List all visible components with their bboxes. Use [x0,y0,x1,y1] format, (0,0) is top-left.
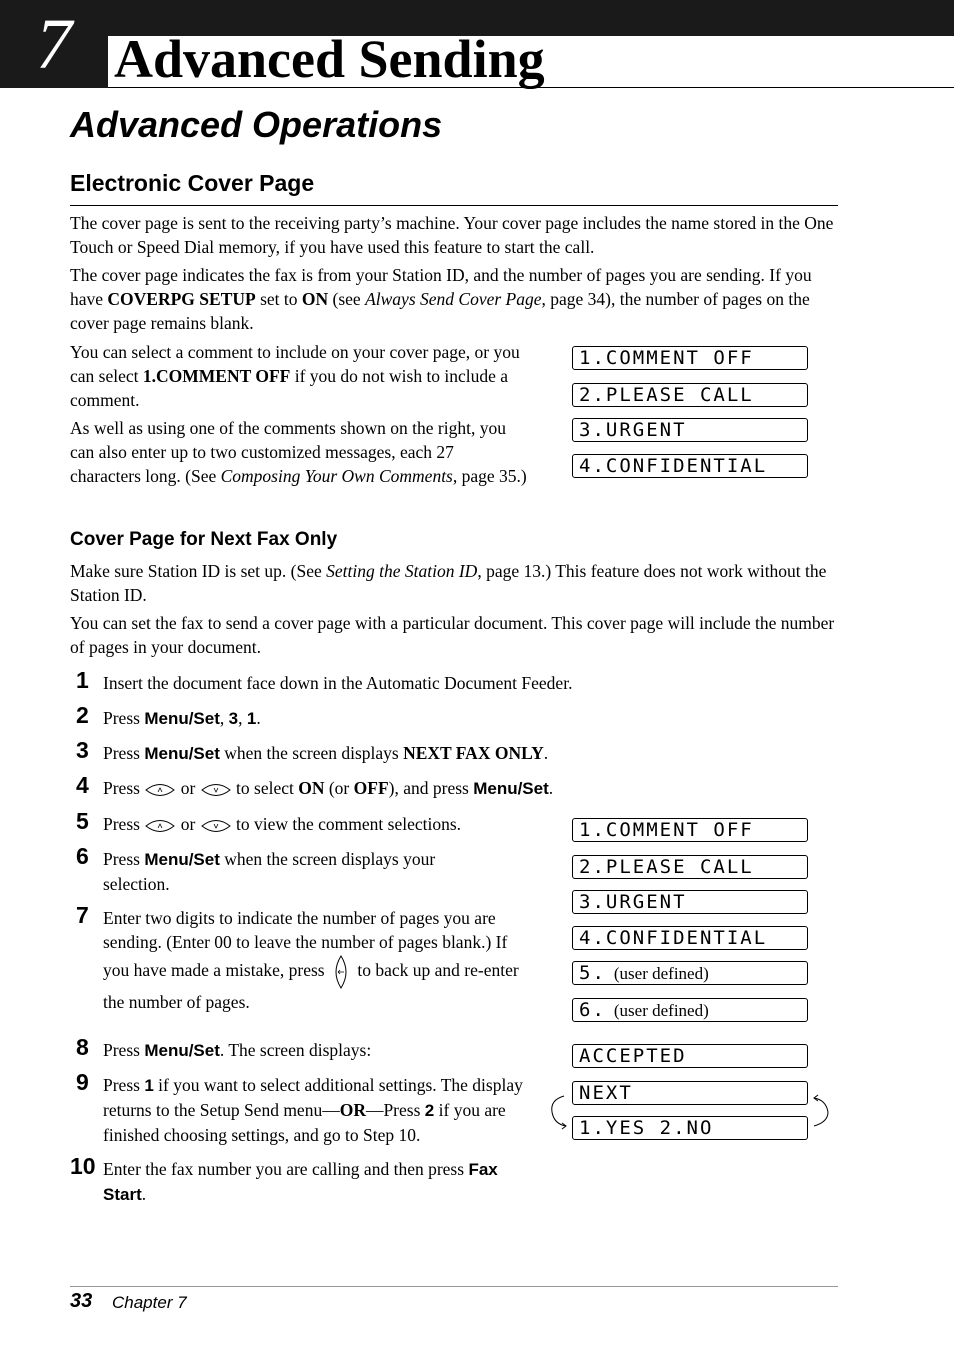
step-number: 8 [76,1034,89,1060]
setting-name: COVERPG SETUP [107,289,256,309]
text: or [176,814,200,834]
lcd-code: 3.URGENT [579,891,687,913]
lcd-display [572,961,808,985]
text: to back up and re-enter the number of pages. [103,960,519,1012]
text: when the screen displays your selection. [103,849,436,894]
lcd-code: 6. [579,999,606,1021]
key-label: 1 [144,1076,154,1095]
lcd-code: 2.PLEASE CALL [579,856,754,878]
lcd-display: ACCEPTED [572,1044,808,1068]
nav-up-icon [144,781,176,799]
step-number: 1 [76,667,89,693]
lcd-note: (user defined) [613,1001,709,1020]
clear-back-icon [329,954,353,990]
key-label: Menu/Set [144,709,220,728]
step-number: 3 [76,737,89,763]
text: . [548,778,554,798]
text: , page 35.) [452,466,527,486]
step-number: 7 [76,902,89,928]
text: —Press [365,1100,425,1120]
step-text [103,1073,531,1147]
text: if you are finished choosing settings, and go to Step 10. [103,1100,506,1145]
step-text [103,1038,371,1063]
text: . [543,743,549,763]
key-label: Menu/Set [144,1041,220,1060]
text: if you want to select additional settings. The display returns to the Setup Send menu— [103,1075,523,1120]
lcd-display: 1.YES 2.NO [572,1116,808,1140]
text: , [238,708,247,728]
lcd-code: 4.CONFIDENTIAL [579,927,768,949]
lcd-display: 3.URGENT [572,418,808,442]
step-text: Insert the document face down in the Automatic Document Feeder. [103,673,573,693]
step-number: 2 [76,702,89,728]
next-fax-paragraph-2: You can set the fax to send a cover page with a particular document. This cover page will include the number of pages in your document. [70,613,835,657]
key-label: 3 [228,709,239,728]
text: Enter two digits to indicate the number of pages you are sending. (Enter 00 to leave the number of pages blank.) If you have made a mistake, press [103,908,508,981]
subsubsection-title: Cover Page for Next Fax Only [70,529,338,550]
lcd-display [572,855,808,879]
key-label: Menu/Set [144,850,220,869]
setting-name: 1.COMMENT OFF [142,366,291,386]
key-label: Fax Start [103,1160,498,1204]
subsection-title: Electronic Cover Page [70,170,315,196]
or-text: OR [339,1100,366,1120]
step-number: 10 [70,1153,96,1179]
nav-up-icon [144,817,176,835]
text: . [256,708,261,728]
intro-paragraph-1: The cover page is sent to the receiving party’s machine. Your cover page includes the name stored in the One Touch or Speed Dial memory, if you have used this feature to start the call. [70,213,834,257]
text: , page 34), the number of pages on the cover page remains blank. [70,289,810,333]
footer-rule [70,1286,838,1287]
text: to view the comment selections. [231,814,462,834]
lcd-code: 5. [579,962,606,984]
step-text [103,741,548,766]
text: when the screen displays [219,743,404,763]
lcd-display [572,998,808,1022]
step-number: 6 [76,843,89,869]
text: ), and press [388,778,474,798]
cross-reference: Always Send Cover Page [365,289,542,309]
nav-down-icon [200,781,232,799]
text: Press [103,743,145,763]
lcd-display: 1.COMMENT OFF [572,346,808,370]
key-label: Menu/Set [144,744,220,763]
display-text: NEXT FAX ONLY [403,743,544,763]
lcd-display [572,890,808,914]
text: if you do not wish to include a comment. [70,366,509,410]
intro-paragraph-3 [70,340,528,412]
text: Press [103,708,145,728]
section-title: Advanced Operations [70,104,443,145]
text: to select [231,778,299,798]
step-number: 9 [76,1069,89,1095]
text: Press [103,778,145,798]
chapter-label: Chapter 7 [112,1293,187,1312]
step-text [103,706,261,731]
text: . [141,1184,147,1204]
text: As well as using one of the comments shown on the right, you can also enter up to two customized messages, each 27 characters long. (See [70,418,506,486]
step-text [103,906,531,1014]
setting-value: ON [301,289,329,309]
text: Press [103,849,145,869]
cross-reference: Composing Your Own Comments [220,466,453,486]
page-number: 33 [70,1290,93,1312]
lcd-display [572,818,808,842]
step-text [103,812,461,836]
step-text [103,776,553,801]
alternate-arrow-left-icon [548,1094,570,1130]
chapter-number: 7 [36,4,72,84]
text: Enter the fax number you are calling and then press [103,1159,469,1179]
lcd-display: 4.CONFIDENTIAL [572,454,808,478]
text: , [219,708,229,728]
nav-down-icon [200,817,232,835]
intro-paragraph-4 [70,416,528,488]
text: Make sure Station ID is set up. (See [70,561,327,581]
text: (see [328,289,366,309]
key-label: 2 [424,1101,435,1120]
step-number: 5 [76,808,89,834]
setting-value: OFF [353,778,389,798]
text: (or [324,778,354,798]
lcd-display: NEXT [572,1081,808,1105]
key-label: Menu/Set [473,779,549,798]
chapter-title: Advanced Sending [114,29,545,89]
text: Press [103,814,145,834]
text: , page 13.) This feature does not work without the Station ID. [70,561,827,605]
setting-value: ON [298,778,325,798]
lcd-display [572,926,808,950]
step-text [103,1157,523,1207]
text: set to [255,289,302,309]
key-label: 1 [246,709,257,728]
text: Press [103,1075,145,1095]
text: You can select a comment to include on your cover page, or you can select [70,342,520,386]
lcd-note: (user defined) [613,964,709,983]
text: Press [103,1040,145,1060]
intro-paragraph-2 [70,263,838,335]
text: The cover page indicates the fax is from your Station ID, and the number of pages you are sending. If you have [70,265,812,309]
subsection-rule [70,205,838,206]
text: . The screen displays: [219,1040,372,1060]
step-text [103,847,493,896]
lcd-code: 1.COMMENT OFF [579,819,754,841]
lcd-display: 2.PLEASE CALL [572,383,808,407]
next-fax-paragraph-1 [70,559,838,607]
text: or [176,778,200,798]
alternate-arrow-right-icon [810,1094,832,1130]
step-number: 4 [76,772,89,798]
cross-reference: Setting the Station ID [326,561,478,581]
